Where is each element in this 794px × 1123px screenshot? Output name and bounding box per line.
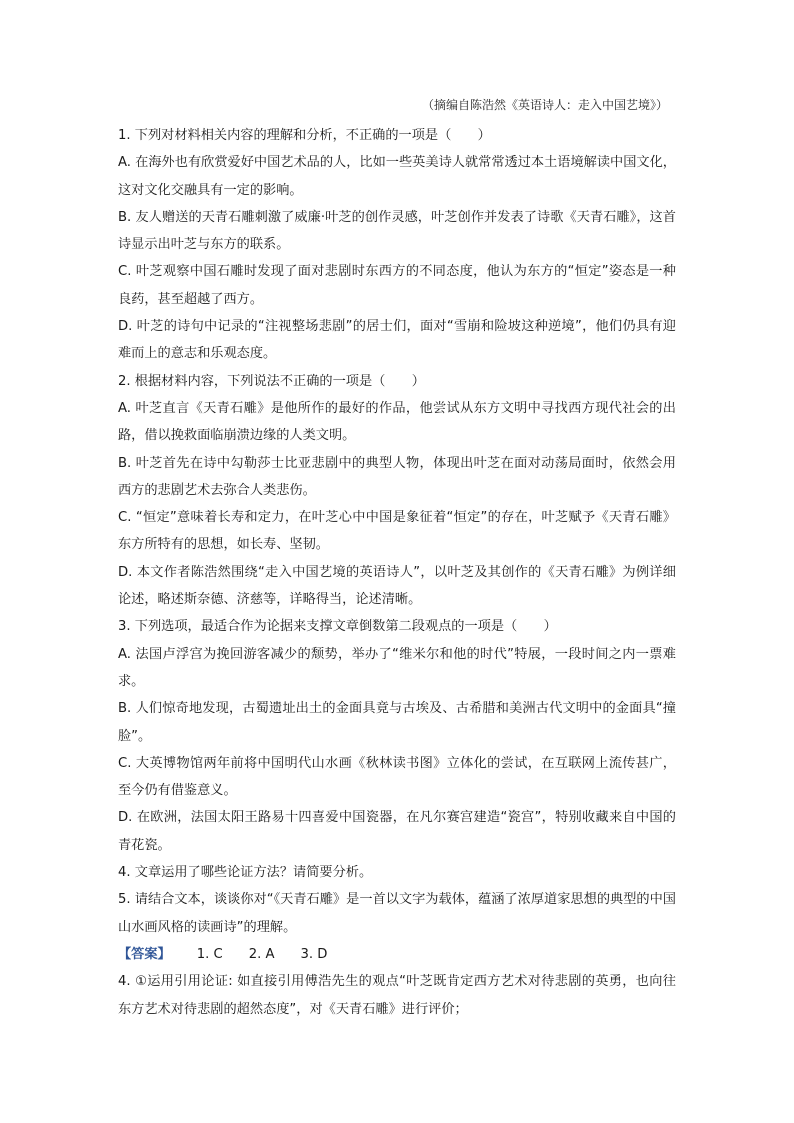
document-body [118, 122, 676, 1023]
question-1-option-a: A. 在海外也有欣赏爱好中国艺术品的人，比如一些英美诗人就常常透过本土语境解读中国文化，这对文化交融具有一定的影响。 [118, 155, 676, 198]
question-1-option-d: D. 叶芝的诗句中记录的“注视整场悲剧”的居士们，面对“雪崩和险坡这种逆境”，他们仍具有迎难而上的意志和乐观态度。 [118, 319, 676, 362]
answer-line [118, 941, 676, 968]
answer-item-3: 3. D [300, 946, 328, 962]
question-1-stem: 1. 下列对材料相关内容的理解和分析，不正确的一项是（ ） [118, 128, 491, 143]
answer-label: 【答案】 [118, 946, 171, 962]
question-4-stem: 4. 文章运用了哪些论证方法？请简要分析。 [118, 865, 373, 881]
question-3-option-d: D. 在欧洲，法国太阳王路易十四喜爱中国瓷器，在凡尔赛宫建造“瓷宫”，特别收藏来自中国的青花瓷。 [118, 810, 676, 853]
source-citation: （摘编自陈浩然《英语诗人：走入中国艺境》） [421, 98, 668, 112]
question-2-option-d: D. 本文作者陈浩然围绕“走入中国艺境的英语诗人”，以叶芝及其创作的《天青石雕》为例详细论述，略述斯奈德、济慈等，详略得当，论述清晰。 [118, 564, 676, 608]
question-2-option-c: C. “恒定”意味着长寿和定力，在叶芝心中中国是象征着“恒定”的存在，叶芝赋予《天青石雕》东方所特有的思想，如长寿、坚韧。 [118, 510, 676, 553]
question-3-option-a: A. 法国卢浮宫为挽回游客减少的颓势，举办了“维米尔和他的时代”特展，一段时间之内一票难求。 [118, 646, 676, 689]
question-5-stem: 5. 请结合文本，谈谈你对“《天青石雕》是一首以文字为载体，蕴涵了浓厚道家思想的典型的中国山水画风格的读画诗”的理解。 [118, 892, 676, 935]
question-3-stem: 3. 下列选项，最适合作为论据来支撑文章倒数第二段观点的一项是（ ） [118, 619, 557, 635]
question-1-option-b: B. 友人赠送的天青石雕刺激了威廉·叶芝的创作灵感，叶芝创作并发表了诗歌《天青石雕》，这首诗显示出叶芝与东方的联系。 [118, 209, 676, 253]
question-3-option-c: C. 大英博物馆两年前将中国明代山水画《秋林读书图》立体化的尝试，在互联网上流传甚广，至今仍有借鉴意义。 [118, 755, 676, 799]
question-1-option-c: C. 叶芝观察中国石雕时发现了面对悲剧时东西方的不同态度，他认为东方的“恒定”姿态是一种良药，甚至超越了西方。 [118, 264, 676, 307]
question-3-option-b: B. 人们惊奇地发现，古蜀遗址出土的金面具竟与古埃及、古希腊和美洲古代文明中的金面具“撞脸”。 [118, 701, 676, 744]
answer-item-1: 1. C [196, 946, 223, 962]
question-2-option-a: A. 叶芝直言《天青石雕》是他所作的最好的作品，他尝试从东方文明中寻找西方现代社会的出路，借以挽救面临崩溃边缘的人类文明。 [118, 400, 676, 444]
answer-item-2: 2. A [248, 946, 275, 962]
question-2-option-b: B. 叶芝首先在诗中勾勒莎士比亚悲剧中的典型人物，体现出叶芝在面对动荡局面时，依然会用西方的悲剧艺术去弥合人类悲伤。 [118, 455, 676, 498]
question-2-stem: 2. 根据材料内容，下列说法不正确的一项是（ ） [118, 373, 425, 389]
question-4-answer: 4. ①运用引用论证: 如直接引用傅浩先生的观点“叶芝既肯定西方艺术对待悲剧的英勇，也向往东方艺术对待悲剧的超然态度”，对《天青石雕》进行评价； [118, 974, 676, 1017]
